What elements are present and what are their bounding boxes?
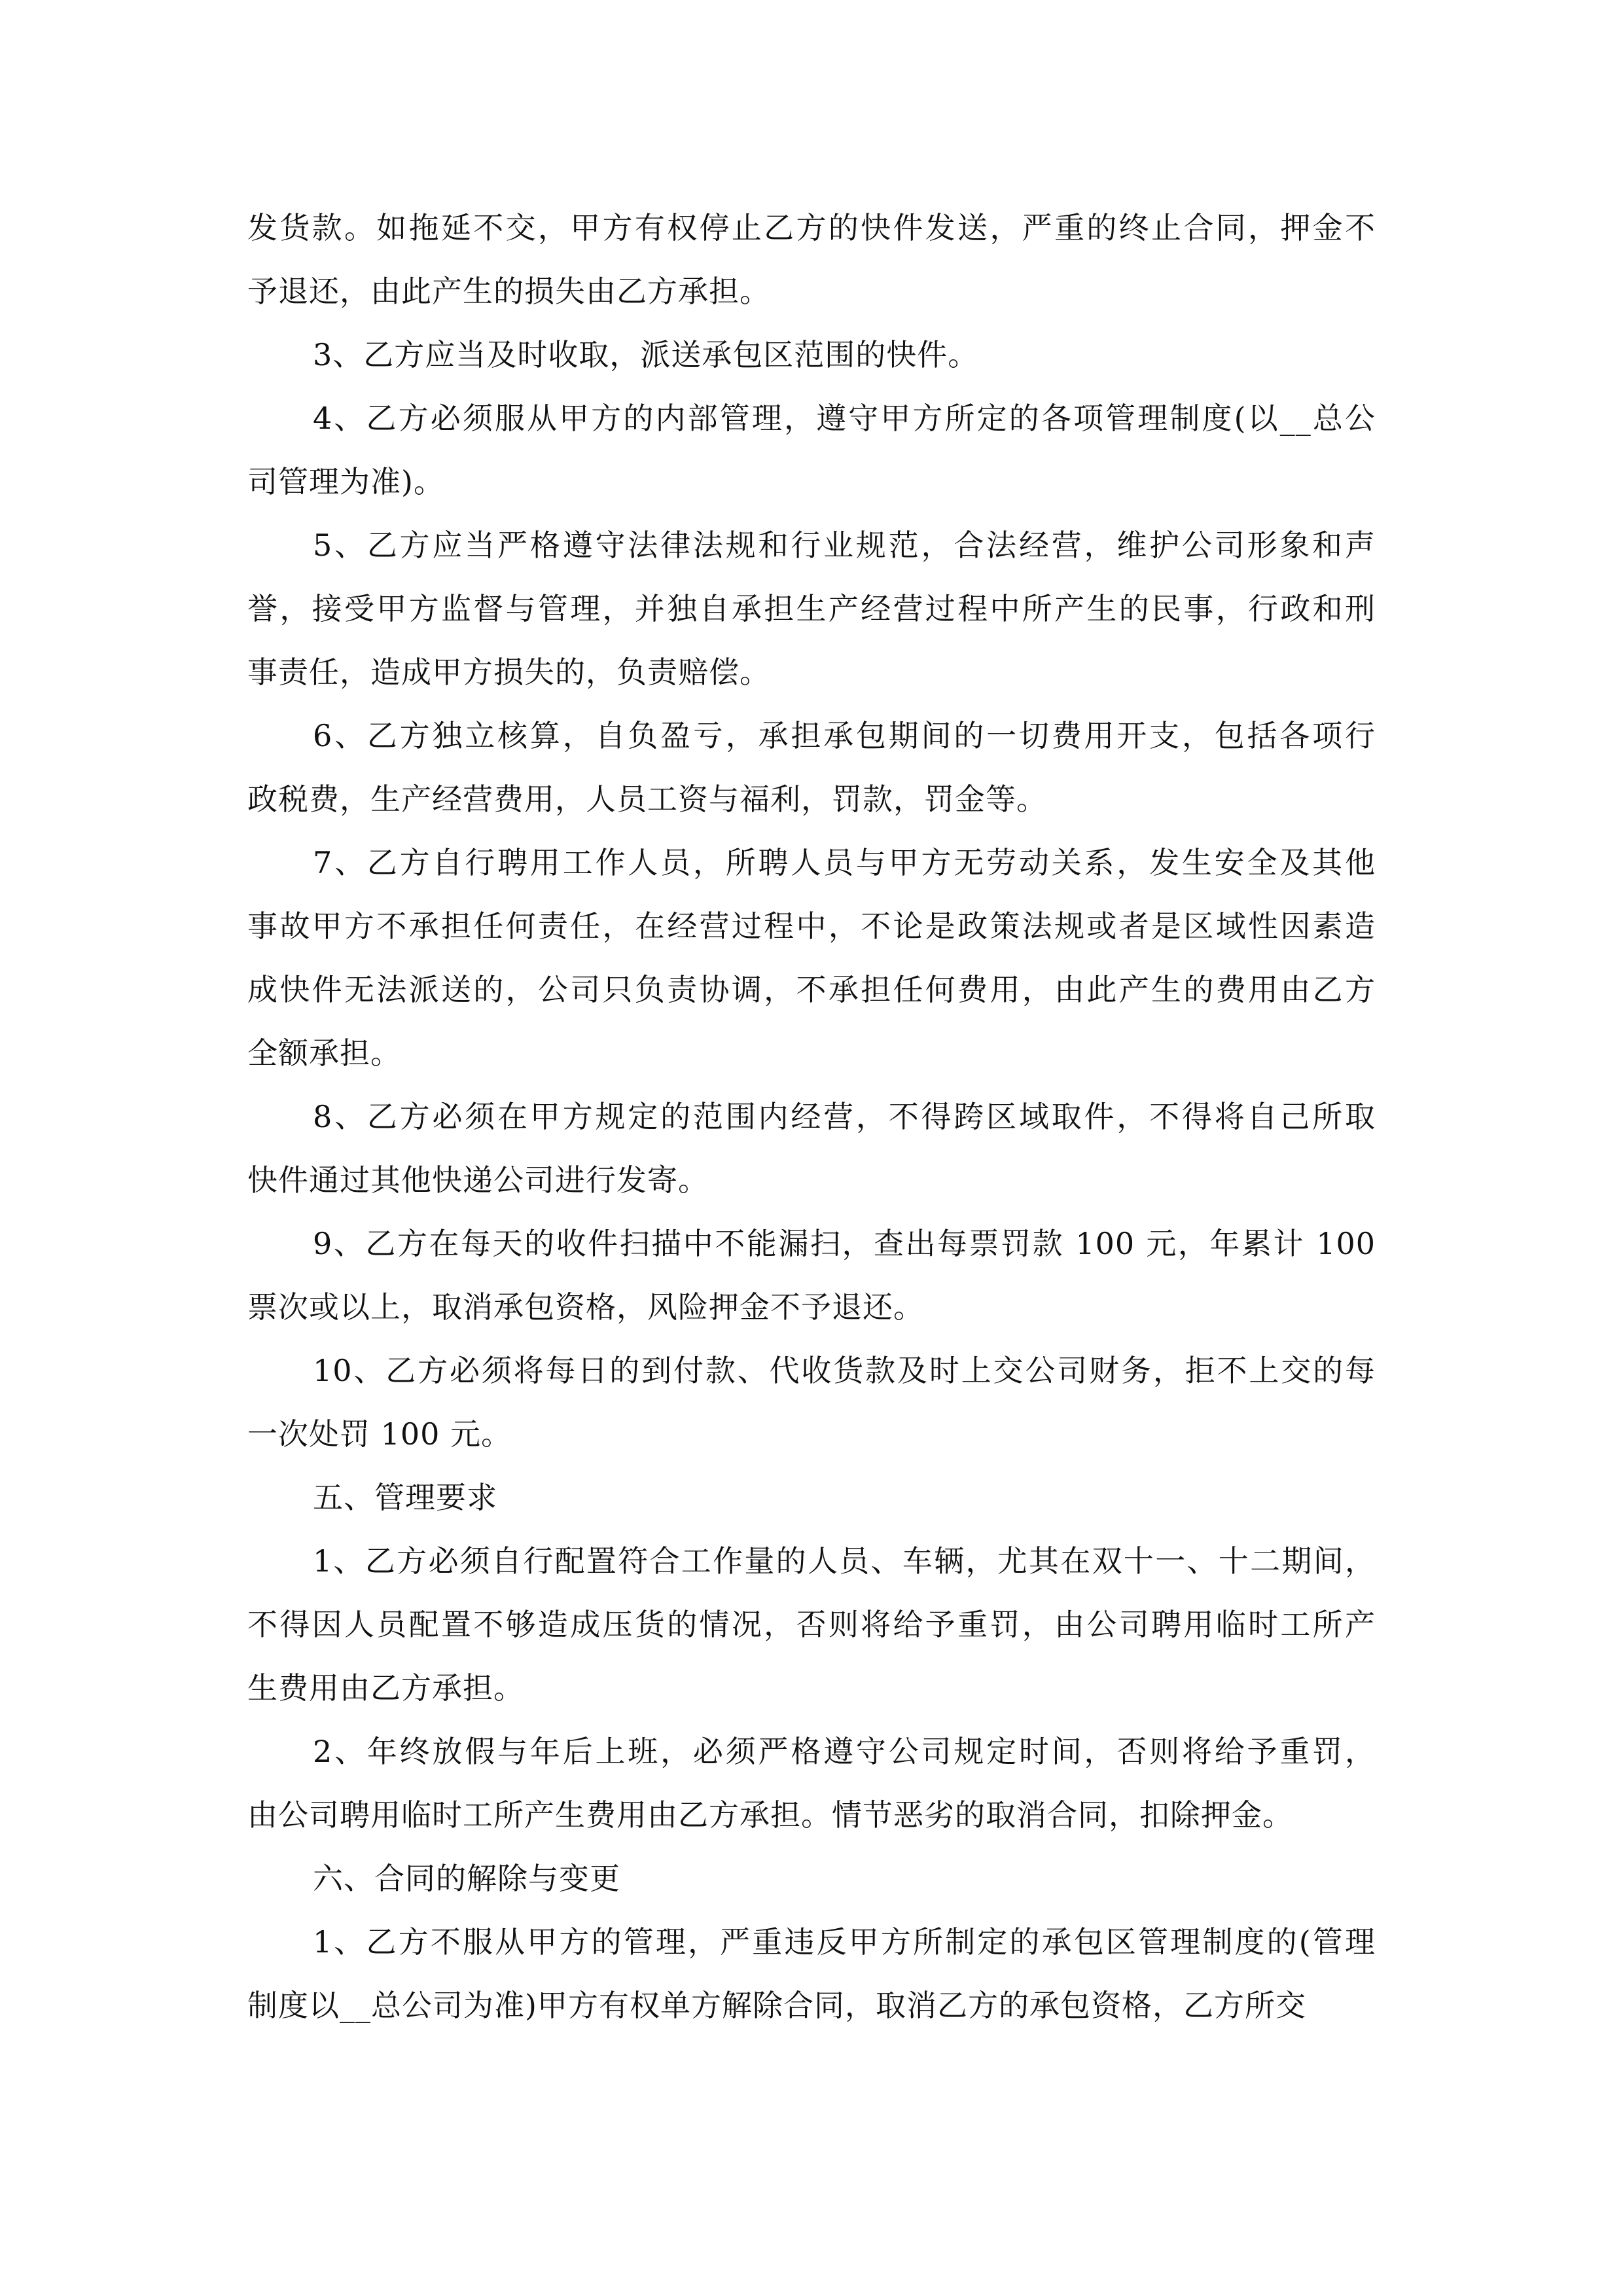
paragraph-line: 4、乙方必须服从甲方的内部管理，遵守甲方所定的各项管理制度(以__总公: [313, 401, 1376, 436]
paragraph-line: 生费用由乙方承担。: [247, 1670, 524, 1706]
paragraph-line: 事故甲方不承担任何责任，在经营过程中，不论是政策法规或者是区域性因素造: [247, 908, 1376, 944]
paragraph-line: 全额承担。: [247, 1035, 401, 1071]
paragraph: [247, 1910, 1376, 2037]
paragraph: [247, 831, 1376, 1085]
paragraph-line: 8、乙方必须在甲方规定的范围内经营，不得跨区域取件，不得将自己所取: [313, 1099, 1376, 1134]
paragraph: [247, 1085, 1376, 1212]
paragraph: [247, 1530, 1376, 1720]
paragraph-line: 3、乙方应当及时收取，派送承包区范围的快件。: [313, 337, 979, 372]
paragraph-line: 制度以__总公司为准)甲方有权单方解除合同，取消乙方的承包资格，乙方所交: [247, 1988, 1306, 2023]
paragraph-line: 2、年终放假与年后上班，必须严格遵守公司规定时间，否则将给予重罚，: [313, 1734, 1376, 1769]
paragraph-line: 7、乙方自行聘用工作人员，所聘人员与甲方无劳动关系，发生安全及其他: [313, 845, 1376, 880]
paragraph: [247, 1847, 1376, 1910]
paragraph-line: 予退还，由此产生的损失由乙方承担。: [247, 274, 770, 309]
paragraph-line: 发货款。如拖延不交，甲方有权停止乙方的快件发送，严重的终止合同，押金不: [247, 210, 1376, 245]
paragraph: [247, 1339, 1376, 1466]
paragraph: [247, 323, 1376, 387]
paragraph-line: 一次处罚 100 元。: [247, 1416, 512, 1452]
paragraph-line: 1、乙方必须自行配置符合工作量的人员、车辆，尤其在双十一、十二期间，: [313, 1543, 1376, 1579]
paragraph: [247, 196, 1376, 323]
document-page: [247, 196, 1376, 2037]
paragraph-line: 五、管理要求: [313, 1480, 497, 1515]
paragraph-line: 10、乙方必须将每日的到付款、代收货款及时上交公司财务，拒不上交的每: [313, 1353, 1376, 1388]
paragraph-line: 1、乙方不服从甲方的管理，严重违反甲方所制定的承包区管理制度的(管理: [313, 1924, 1376, 1960]
paragraph-line: 9、乙方在每天的收件扫描中不能漏扫，查出每票罚款 100 元，年累计 100: [313, 1226, 1376, 1261]
paragraph: [247, 514, 1376, 704]
paragraph-line: 票次或以上，取消承包资格，风险押金不予退还。: [247, 1289, 924, 1325]
paragraph-line: 不得因人员配置不够造成压货的情况，否则将给予重罚，由公司聘用临时工所产: [247, 1607, 1376, 1642]
paragraph-line: 6、乙方独立核算，自负盈亏，承担承包期间的一切费用开支，包括各项行: [313, 718, 1376, 753]
paragraph: [247, 1466, 1376, 1530]
paragraph-line: 六、合同的解除与变更: [313, 1861, 620, 1896]
paragraph-line: 事责任，造成甲方损失的，负责赔偿。: [247, 655, 770, 690]
paragraph-line: 誉，接受甲方监督与管理，并独自承担生产经营过程中所产生的民事，行政和刑: [247, 591, 1376, 626]
paragraph-line: 司管理为准)。: [247, 464, 444, 499]
paragraph: [247, 704, 1376, 831]
paragraph: [247, 1212, 1376, 1339]
paragraph: [247, 387, 1376, 514]
paragraph-line: 政税费，生产经营费用，人员工资与福利，罚款，罚金等。: [247, 781, 1047, 817]
paragraph: [247, 1720, 1376, 1847]
paragraph-line: 5、乙方应当严格遵守法律法规和行业规范，合法经营，维护公司形象和声: [313, 528, 1376, 563]
paragraph-line: 快件通过其他快递公司进行发寄。: [247, 1162, 709, 1198]
paragraph-line: 成快件无法派送的，公司只负责协调，不承担任何费用，由此产生的费用由乙方: [247, 972, 1376, 1007]
paragraph-line: 由公司聘用临时工所产生费用由乙方承担。情节恶劣的取消合同，扣除押金。: [247, 1797, 1293, 1833]
